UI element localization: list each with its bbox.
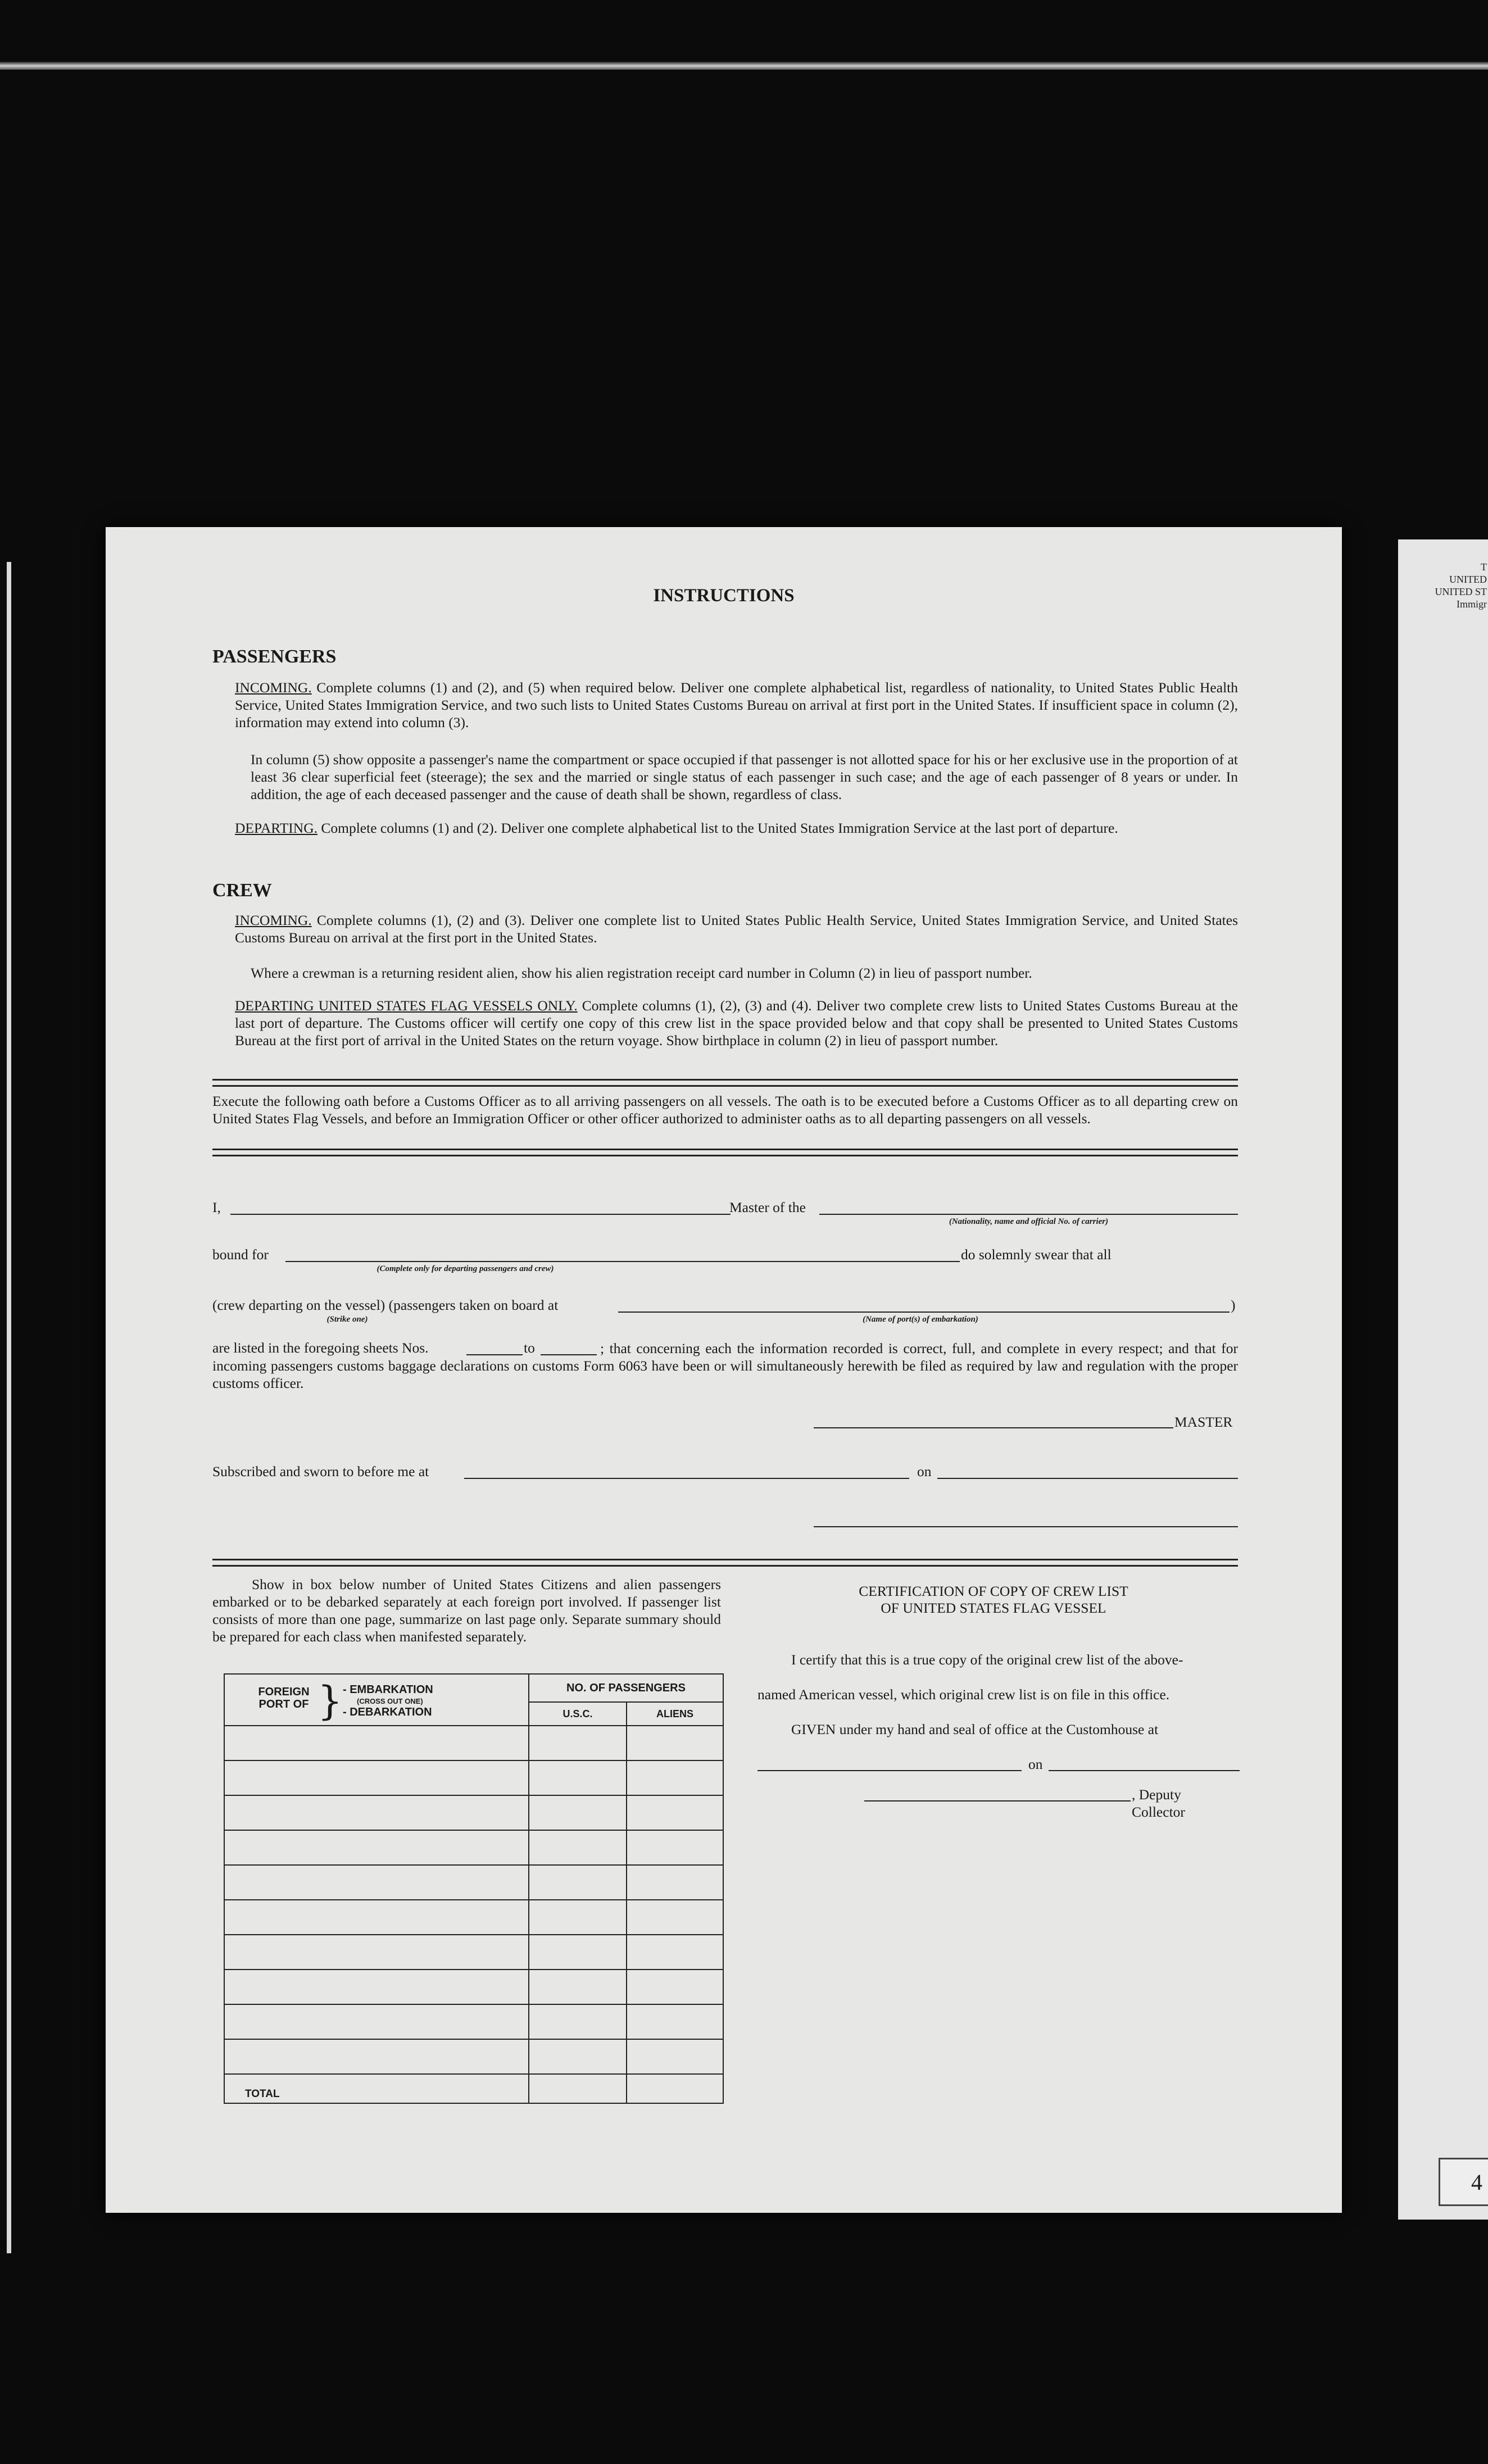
bound-for-field[interactable] <box>285 1261 960 1262</box>
vessel-field[interactable] <box>819 1214 1238 1215</box>
usc-cell[interactable] <box>529 1726 627 1760</box>
usc-cell[interactable] <box>529 1900 627 1935</box>
customhouse-field[interactable] <box>757 1770 1022 1771</box>
total-label: TOTAL <box>224 2074 529 2103</box>
sworn-place-field[interactable] <box>464 1478 909 1479</box>
caption-bound: (Complete only for departing passengers and crew) <box>376 1264 554 1273</box>
caption-vessel: (Nationality, name and official No. of carrier) <box>949 1217 1109 1226</box>
crew-incoming-label: INCOMING. <box>235 912 312 928</box>
caption-strike: (Strike one) <box>326 1315 368 1324</box>
port-cell[interactable] <box>224 1970 529 2004</box>
crew-departing-label: DEPARTING UNITED STATES FLAG VESSELS ONLY. <box>235 997 578 1014</box>
no-passengers-header: NO. OF PASSENGERS <box>529 1674 723 1702</box>
passengers-column5: In column (5) show opposite a passenger's name the compartment or space occupied if that passenger is not allotted space for his or her exclusive use in the proportion of at least 36 clear superficial feet (steerage); the sex and the married or single status of each passenger in such case; and the age of each passenger of 8 years or under. In addition, the age of each deceased passenger and the cause of death shall be shown, regardless of class. <box>251 751 1238 802</box>
usc-cell[interactable] <box>529 1865 627 1900</box>
aliens-cell[interactable] <box>627 1760 723 1795</box>
usc-cell[interactable] <box>529 1935 627 1970</box>
oath-subscribed: Subscribed and sworn to before me at <box>212 1463 429 1480</box>
certification-heading-1: CERTIFICATION OF COPY OF CREW LIST <box>859 1583 1128 1599</box>
port-cell[interactable] <box>224 2039 529 2074</box>
port-cell[interactable] <box>224 2004 529 2039</box>
port-cell[interactable] <box>224 1830 529 1865</box>
document-sheet <box>106 527 1342 2213</box>
adjacent-sheet <box>1398 539 1488 2220</box>
sworn-date-field[interactable] <box>937 1478 1238 1479</box>
crew-incoming <box>235 911 1238 946</box>
debarkation-label: - DEBARKATION <box>343 1706 432 1718</box>
crew-resident: Where a crewman is a returning resident alien, show his alien registration receipt card number in Column (2) in lieu of passport number. <box>251 965 1032 981</box>
caption-ports: (Name of port(s) of embarkation) <box>863 1315 978 1324</box>
summary-instructions: Show in box below number of United States Citizens and alien passengers embarked or to be debarked separately at each foreign port involved. If passenger list consists of more than one page, summarize on last page only. Separate summary should be prepared for each class when manifested separately. <box>212 1576 721 1645</box>
embarkation-label: - EMBARKATION <box>343 1683 433 1696</box>
double-rule <box>212 1559 1238 1567</box>
foreign-port-label: FOREIGN PORT OF <box>258 1686 310 1710</box>
cross-out-label: (CROSS OUT ONE) <box>357 1697 423 1705</box>
adjacent-page-number: 4 <box>1471 2170 1482 2195</box>
page-title: INSTRUCTIONS <box>653 586 795 606</box>
deputy-signature-field[interactable] <box>864 1800 1131 1802</box>
passengers-departing-text: Complete columns (1) and (2). Deliver one complete alphabetical list to the United States Immigration Service at the last port of departure. <box>317 820 1118 836</box>
certification-line-2: named American vessel, which original crew list is on file in this office. <box>757 1686 1170 1703</box>
aliens-cell[interactable] <box>627 1795 723 1830</box>
crew-heading: CREW <box>212 880 272 901</box>
certification-line-3: GIVEN under my hand and seal of office at the Customhouse at <box>791 1721 1159 1737</box>
usc-total-cell[interactable] <box>529 2074 627 2103</box>
oath-i-label: I, <box>212 1199 221 1215</box>
left-page-edge <box>7 562 11 2253</box>
double-rule <box>212 1079 1238 1087</box>
certification-date-field[interactable] <box>1049 1770 1240 1771</box>
passenger-summary-table <box>224 1673 724 2104</box>
port-cell[interactable] <box>224 1795 529 1830</box>
passengers-heading: PASSENGERS <box>212 646 337 667</box>
brace-glyph: } <box>317 1678 343 1724</box>
port-cell[interactable] <box>224 1900 529 1935</box>
passengers-incoming-text: Complete columns (1) and (2), and (5) when required below. Deliver one complete alphabetical list, regardless of nationality, to United States Public Health Service, United States Immigration Service, and two such lists to United States Customs Bureau on arrival at first port in the United States. If insufficient space in column (2), information may extend into column (3). <box>235 679 1238 730</box>
foreign-port-header <box>224 1674 529 1726</box>
port-cell[interactable] <box>224 1935 529 1970</box>
aliens-cell[interactable] <box>627 2039 723 2074</box>
usc-cell[interactable] <box>529 2039 627 2074</box>
aliens-total-cell[interactable] <box>627 2074 723 2103</box>
oath-master-of: Master of the <box>729 1199 806 1215</box>
aliens-cell[interactable] <box>627 1900 723 1935</box>
double-rule <box>212 1149 1238 1156</box>
usc-header: U.S.C. <box>529 1702 627 1726</box>
certification-line-1: I certify that this is a true copy of the original crew list of the above- <box>791 1651 1183 1668</box>
officer-signature-field[interactable] <box>814 1526 1238 1527</box>
aliens-cell[interactable] <box>627 1830 723 1865</box>
deputy-collector-label: , Deputy Collector <box>1132 1786 1185 1820</box>
port-cell[interactable] <box>224 1865 529 1900</box>
embarkation-ports-field[interactable] <box>618 1312 1230 1313</box>
passengers-departing <box>235 819 1238 837</box>
oath-swear: do solemnly swear that all <box>961 1246 1112 1263</box>
aliens-cell[interactable] <box>627 1865 723 1900</box>
adjacent-sheet-header: T UNITED UNITED ST Immigr <box>1435 561 1487 610</box>
certification-on: on <box>1028 1756 1043 1772</box>
crew-departing-text: Complete columns (1), (2), (3) and (4). Deliver two complete crew lists to United States Customs Bureau at the last port of departure. The Customs officer will certify one copy of this crew list in the space provided below and that copy shall be presented to United States Customs Bureau at the first port of arrival in the United States on the return voyage. Show birthplace in column (2) in lieu of passport number. <box>235 997 1238 1049</box>
oath-intro: Execute the following oath before a Customs Officer as to all arriving passengers on all vessels. The oath is to be executed before a Customs Officer as to all departing crew on United States Flag Vessels, and before an Immigration Officer or other officer authorized to administer oaths as to all departing passengers on all vessels. <box>212 1093 1238 1127</box>
aliens-cell[interactable] <box>627 1935 723 1970</box>
aliens-cell[interactable] <box>627 1726 723 1760</box>
master-signature-field[interactable] <box>814 1427 1173 1428</box>
passengers-incoming <box>235 679 1238 731</box>
port-cell[interactable] <box>224 1726 529 1760</box>
aliens-cell[interactable] <box>627 2004 723 2039</box>
certification-heading-2: OF UNITED STATES FLAG VESSEL <box>881 1600 1106 1616</box>
oath-listed-rest: ; that concerning each the information recorded is correct, full, and complete in every respect; and that for incoming passengers customs baggage declarations on customs Form 6063 have been or will simultaneously herewith be filed as required by law and regulation with the proper customs officer. <box>212 1340 1238 1391</box>
usc-cell[interactable] <box>529 1795 627 1830</box>
oath-to: to <box>524 1340 535 1356</box>
master-label: MASTER <box>1174 1414 1233 1430</box>
oath-crew-passengers: (crew departing on the vessel) (passengers taken on board at <box>212 1297 559 1313</box>
passengers-incoming-label: INCOMING. <box>235 679 312 696</box>
aliens-cell[interactable] <box>627 1970 723 2004</box>
usc-cell[interactable] <box>529 1830 627 1865</box>
port-cell[interactable] <box>224 1760 529 1795</box>
oath-on: on <box>917 1463 932 1480</box>
usc-cell[interactable] <box>529 1970 627 2004</box>
usc-cell[interactable] <box>529 2004 627 2039</box>
crew-departing <box>235 997 1238 1049</box>
film-top-strip <box>0 62 1488 70</box>
oath-listed: are listed in the foregoing sheets Nos. <box>212 1340 429 1356</box>
oath-close-paren: ) <box>1231 1297 1236 1313</box>
master-name-field[interactable] <box>230 1214 731 1215</box>
crew-incoming-text: Complete columns (1), (2) and (3). Deliver one complete list to United States Public Health Service, United States Immigration Service, and United States Customs Bureau on arrival at the first port in the United States. <box>235 912 1238 946</box>
usc-cell[interactable] <box>529 1760 627 1795</box>
oath-bound-for: bound for <box>212 1246 269 1263</box>
passengers-departing-label: DEPARTING. <box>235 820 317 836</box>
aliens-header: ALIENS <box>627 1702 723 1726</box>
